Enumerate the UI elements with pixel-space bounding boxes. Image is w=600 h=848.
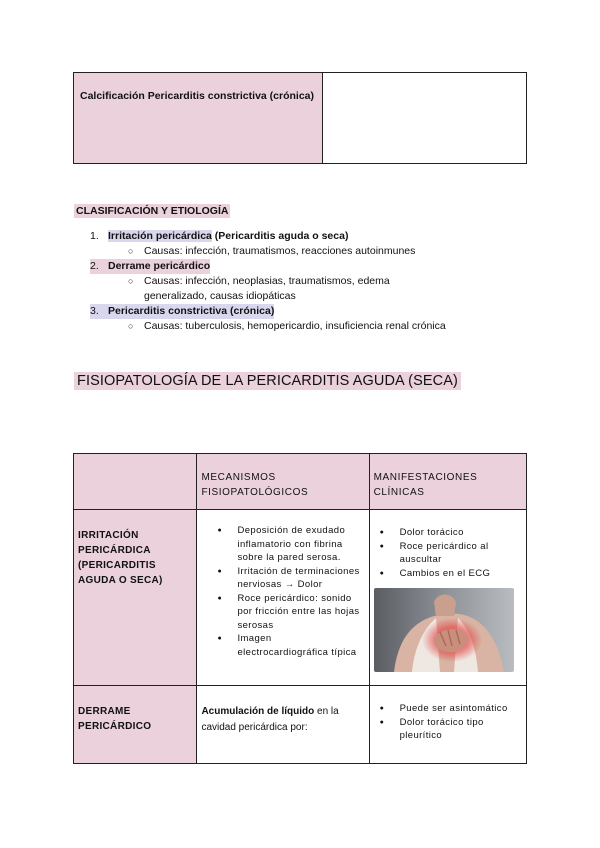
chest-pain-image — [374, 588, 514, 672]
table-header-row — [74, 454, 527, 510]
list-item: 2. Derrame pericárdico — [90, 260, 211, 272]
list-item: ● Dolor torácico — [380, 526, 520, 540]
sub-item: ○ Causas: infección, traumatismos, reacciones autoinmunes — [128, 245, 416, 257]
summary-cell-text: Calcificación Pericarditis constrictiva (crónica) — [80, 90, 315, 102]
list-item: ● Deposición de exudado inflamatorio con fibrina sobre la pared serosa. — [217, 524, 362, 565]
manifestations-cell — [369, 686, 526, 764]
row-label: IRRITACIÓN PERICÁRDICA (PERICARDITIS AGUDA O SECA) — [74, 510, 197, 686]
sub-item: ○ Causas: infección, neoplasias, traumatismos, edema generalizado, causas idiopáticas — [128, 275, 390, 302]
classification-title: CLASIFICACIÓN Y ETIOLOGÍA — [76, 205, 229, 217]
list-item: ● Roce pericárdico al auscultar — [380, 540, 520, 567]
mechanisms-cell — [197, 510, 369, 686]
mechanism-bold: Acumulación de líquido — [201, 706, 315, 717]
summary-cell-right — [323, 73, 527, 164]
header-cell-manifestations: MANIFESTACIONES CLÍNICAS — [369, 454, 526, 510]
mechanism-rest: en la cavidad pericárdica por: — [201, 706, 339, 733]
list-item: 3. Pericarditis constrictiva (crónica) — [90, 305, 275, 317]
manifestations-list — [370, 510, 526, 580]
pathophysiology-table — [73, 453, 527, 764]
list-item: 1. Irritación pericárdica (Pericarditis aguda o seca) — [90, 230, 349, 242]
list-item: ● Puede ser asintomático — [380, 702, 520, 716]
summary-table — [73, 72, 527, 164]
classification-list — [90, 229, 520, 334]
table-row — [74, 686, 527, 764]
row-label: DERRAME PERICÁRDICO — [74, 686, 197, 764]
circle-bullet-icon: ○ — [128, 276, 134, 286]
item-label-extra: (Pericarditis aguda o seca) — [211, 230, 349, 242]
chest-pain-illustration-icon — [374, 588, 514, 672]
list-item: ● Irritación de terminaciones nerviosas → Dolor — [217, 565, 362, 592]
mechanisms-list — [197, 510, 368, 659]
list-item: ● Cambios en el ECG — [380, 567, 520, 581]
section-title: FISIOPATOLOGÍA DE LA PERICARDITIS AGUDA (SECA) — [74, 372, 461, 390]
circle-bullet-icon: ○ — [128, 321, 134, 331]
manifestations-cell — [369, 510, 526, 686]
item-label: Irritación pericárdica — [108, 230, 212, 242]
list-item: ● Roce pericárdico: sonido por fricción entre las hojas serosas — [217, 592, 362, 633]
mechanisms-cell — [197, 686, 369, 764]
item-label: Pericarditis constrictiva (crónica) — [108, 305, 275, 317]
manifestations-list — [370, 686, 526, 743]
circle-bullet-icon: ○ — [128, 246, 134, 256]
header-cell-empty — [74, 454, 197, 510]
list-item: ● Dolor torácico tipo pleurítico — [380, 716, 520, 743]
sub-item: ○ Causas: tuberculosis, hemopericardio, insuficiencia renal crónica — [128, 320, 446, 332]
table-row — [74, 510, 527, 686]
summary-cell-left — [74, 73, 323, 164]
item-label: Derrame pericárdico — [108, 260, 211, 272]
list-item: ● Imagen electrocardiográfica típica — [217, 632, 362, 659]
header-cell-mechanisms: MECANISMOS FISIOPATOLÓGICOS — [197, 454, 369, 510]
